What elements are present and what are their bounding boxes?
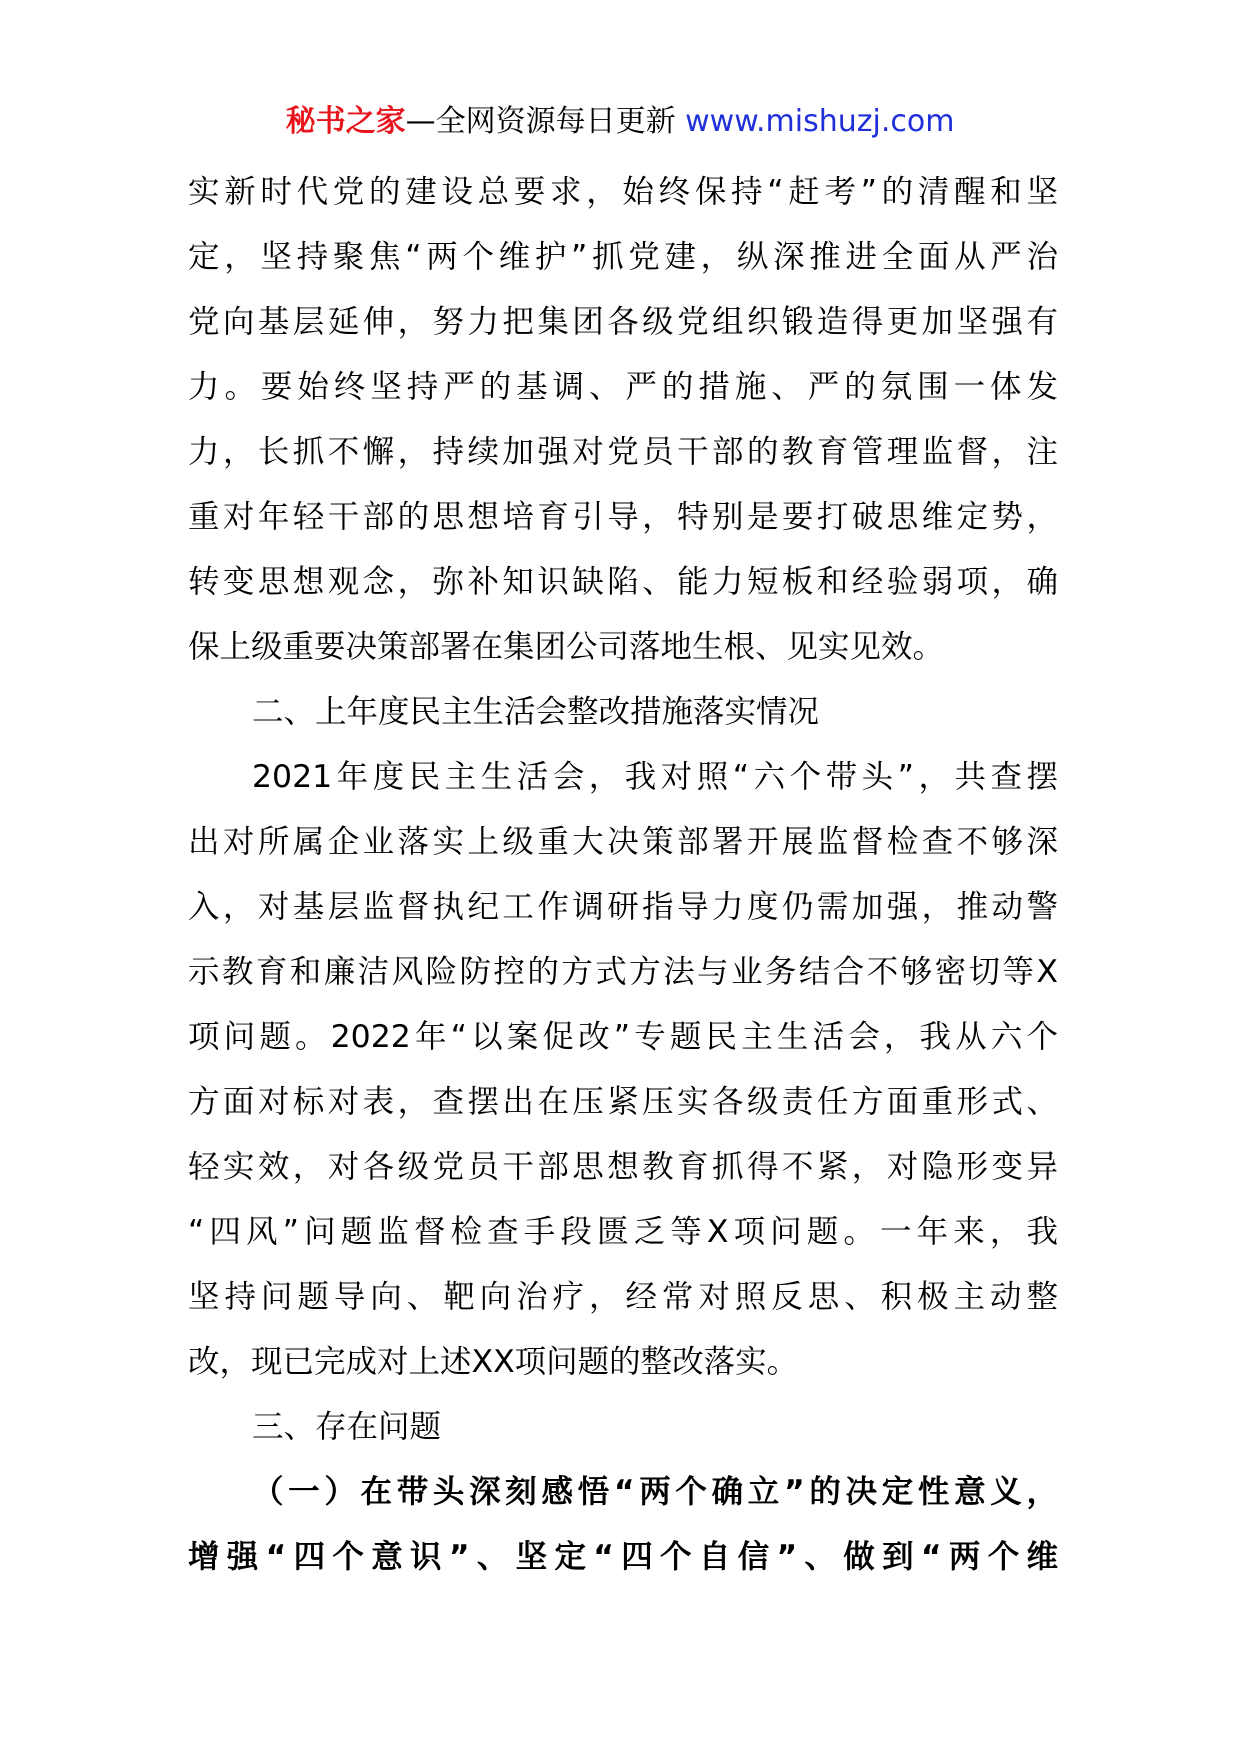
body-line: 改，现已完成对上述XX项问题的整改落实。 [188, 1344, 799, 1380]
body-line: 方面对标对表，查摆出在压紧压实各级责任方面重形式、 [188, 1084, 1058, 1120]
body-line: 力，长抓不懈，持续加强对党员干部的教育管理监督，注 [188, 434, 1058, 470]
body-line: 定，坚持聚焦“两个维护”抓党建，纵深推进全面从严治 [188, 239, 1058, 275]
site-url-link[interactable]: www.mishuzj.com [685, 104, 955, 139]
body-line: 力。要始终坚持严的基调、严的措施、严的氛围一体发 [188, 369, 1058, 405]
body-line: 出对所属企业落实上级重大决策部署开展监督检查不够深 [188, 824, 1058, 860]
body-line: 保上级重要决策部署在集团公司落地生根、见实见效。 [188, 629, 945, 665]
body-line: 2021年度民主生活会，我对照“六个带头”，共查摆 [252, 759, 1058, 795]
body-line: 实新时代党的建设总要求，始终保持“赶考”的清醒和坚 [188, 174, 1058, 210]
header-tagline: —全网资源每日更新 [405, 104, 676, 139]
subsection-heading: （一）在带头深刻感悟“两个确立”的决定性意义， [252, 1474, 1058, 1510]
body-line: 转变思想观念，弥补知识缺陷、能力短板和经验弱项，确 [188, 564, 1058, 600]
section-heading: 二、上年度民主生活会整改措施落实情况 [252, 694, 820, 730]
document-header [0, 102, 1240, 142]
subsection-heading: 增强“四个意识”、坚定“四个自信”、做到“两个维 [188, 1539, 1058, 1575]
body-line: 轻实效，对各级党员干部思想教育抓得不紧，对隐形变异 [188, 1149, 1058, 1185]
body-line: 重对年轻干部的思想培育引导，特别是要打破思维定势， [188, 499, 1058, 535]
body-line: 坚持问题导向、靶向治疗，经常对照反思、积极主动整 [188, 1279, 1058, 1315]
body-line: 党向基层延伸，努力把集团各级党组织锻造得更加坚强有 [188, 304, 1058, 340]
document-body [188, 160, 1058, 1590]
brand-name: 秘书之家 [285, 104, 406, 139]
section-heading: 三、存在问题 [252, 1409, 442, 1445]
body-line: 项问题。2022年“以案促改”专题民主生活会，我从六个 [188, 1019, 1058, 1055]
body-line: 入，对基层监督执纪工作调研指导力度仍需加强，推动警 [188, 889, 1058, 925]
body-line: 示教育和廉洁风险防控的方式方法与业务结合不够密切等X [188, 954, 1058, 990]
body-line: “四风”问题监督检查手段匮乏等X项问题。一年来，我 [188, 1214, 1058, 1250]
